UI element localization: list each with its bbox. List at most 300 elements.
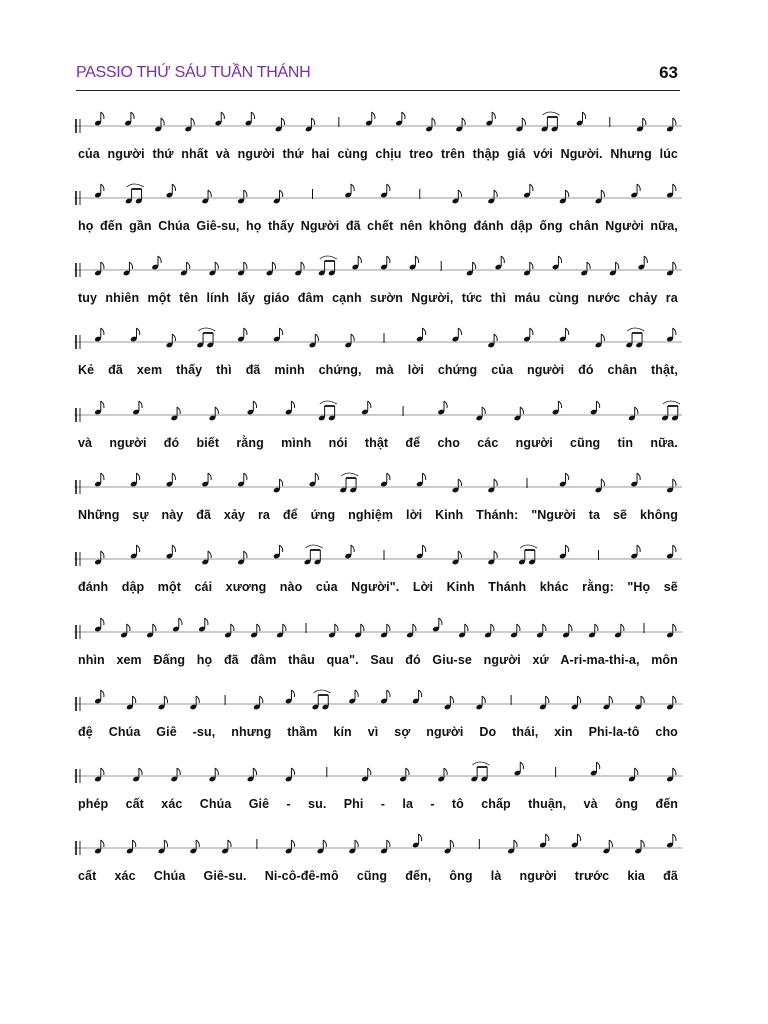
note: [166, 473, 176, 487]
lyric-line: [78, 363, 678, 377]
lyric-word: của: [78, 147, 100, 161]
note: [237, 328, 247, 342]
note: [476, 407, 486, 421]
note: [638, 256, 648, 270]
staff: [74, 617, 682, 647]
note: [603, 696, 613, 710]
note: [380, 473, 390, 487]
note: [455, 118, 465, 132]
lyric-word: Sau: [370, 653, 394, 667]
note: [266, 262, 276, 276]
lyric-word: người: [526, 363, 565, 377]
lyric-word: gần: [129, 219, 152, 233]
note: [666, 328, 676, 342]
note: [487, 334, 497, 348]
note: [559, 328, 569, 342]
note: [94, 184, 104, 198]
note: [348, 690, 358, 704]
note: [132, 401, 142, 415]
page-header: [76, 64, 680, 91]
lyric-word: vì: [367, 725, 379, 739]
lyric-word: ống: [539, 219, 563, 233]
note: [245, 112, 255, 126]
lyric-word: dập: [121, 580, 145, 594]
note: [523, 328, 533, 342]
note: [354, 624, 364, 638]
note: [571, 834, 581, 848]
lyric-word: đã: [223, 653, 239, 667]
lyric-word: cho: [655, 725, 678, 739]
note: [628, 768, 638, 782]
lyric-word: Thánh:: [476, 508, 519, 522]
lyric-word: Người: [605, 219, 644, 233]
lyric-word: kín: [333, 725, 352, 739]
lyric-word: Giu-se: [432, 653, 472, 667]
note: [273, 545, 283, 559]
lyric-word: chứng: [437, 363, 478, 377]
lyric-word: kia: [627, 869, 645, 883]
staff: [74, 327, 682, 357]
note: [126, 840, 136, 854]
lyric-word: sự: [132, 508, 149, 522]
lyric-word: -: [430, 797, 435, 811]
lyric-word: đến: [655, 797, 678, 811]
lyric-word: Kẻ: [78, 363, 95, 377]
lyric-word: đã: [663, 869, 678, 883]
lyric-word: xem: [116, 653, 142, 667]
note: [185, 118, 195, 132]
lyric-word: thấy: [176, 363, 203, 377]
note: [151, 256, 161, 270]
lyric-word: Chúa: [158, 219, 190, 233]
note: [94, 473, 104, 487]
lyric-word: người: [107, 147, 145, 161]
note: [487, 190, 497, 204]
note: [523, 184, 533, 198]
note: [634, 840, 644, 854]
lyric-word: "Người: [531, 508, 576, 522]
note: [630, 473, 640, 487]
lyric-word: minh: [274, 363, 305, 377]
lyric-word: Những: [78, 508, 120, 522]
lyric-word: người: [515, 436, 553, 450]
note: [237, 473, 247, 487]
lyric-word: treo: [409, 147, 434, 161]
lyric-word: thật,: [651, 363, 678, 377]
lyric-word: thầm: [287, 725, 318, 739]
lyric-word: nói: [328, 436, 348, 450]
lyric-word: rằng:: [582, 580, 614, 594]
note: [123, 262, 133, 276]
note: [273, 479, 283, 493]
note: [437, 768, 447, 782]
lyric-word: lính: [206, 291, 230, 305]
lyric-word: để: [282, 508, 298, 522]
lyric-word: đã: [196, 508, 212, 522]
beamed-note-pair: [339, 473, 358, 493]
note: [444, 696, 454, 710]
note: [580, 262, 590, 276]
page-number: 63: [659, 63, 678, 82]
lyric-word: đã: [345, 219, 361, 233]
lyric-word: lời: [407, 363, 424, 377]
note: [190, 696, 200, 710]
lyric-line: [78, 147, 678, 161]
lyric-word: Giê-su,: [196, 219, 240, 233]
music-system: [74, 400, 682, 472]
lyric-word: môn: [651, 653, 678, 667]
note: [576, 112, 586, 126]
note: [595, 190, 605, 204]
lyric-word: họ: [78, 219, 94, 233]
note: [432, 618, 442, 632]
lyric-word: đó: [578, 363, 594, 377]
note: [514, 407, 524, 421]
note: [209, 262, 219, 276]
staff: [74, 761, 682, 791]
note: [416, 545, 426, 559]
note: [590, 401, 600, 415]
music-system: [74, 327, 682, 399]
lyric-word: xứ: [532, 653, 549, 667]
note: [209, 768, 219, 782]
lyric-word: đâm: [250, 653, 277, 667]
note: [94, 328, 104, 342]
note: [224, 624, 234, 638]
lyric-word: cùng: [548, 291, 579, 305]
lyric-word: khác: [539, 580, 569, 594]
lyric-word: thập: [472, 147, 500, 161]
note: [409, 256, 419, 270]
note: [380, 184, 390, 198]
lyric-word: Đấng: [153, 653, 186, 667]
lyric-word: thấy: [268, 219, 295, 233]
lyric-word: Ni-cô-đê-mô: [264, 869, 339, 883]
beamed-note-pair: [304, 545, 323, 565]
lyric-word: thì: [490, 291, 507, 305]
lyric-word: xác: [114, 869, 136, 883]
note: [406, 624, 416, 638]
note: [158, 840, 168, 854]
lyric-word: đã: [245, 363, 261, 377]
note: [328, 624, 338, 638]
lyric-word: giáo: [263, 291, 290, 305]
note: [380, 840, 390, 854]
lyric-word: nữa.: [650, 436, 678, 450]
lyric-word: lúc: [659, 147, 678, 161]
lyric-word: xương: [225, 580, 267, 594]
lyric-word: nhiên: [105, 291, 140, 305]
lyric-word: giá: [507, 147, 526, 161]
lyric-word: cất: [125, 797, 144, 811]
lyric-word: người: [519, 869, 557, 883]
music-system: [74, 833, 682, 905]
note: [666, 545, 676, 559]
note: [94, 618, 104, 632]
note: [158, 696, 168, 710]
note: [666, 262, 676, 276]
beamed-note-pair: [541, 112, 560, 132]
lyric-word: các: [477, 436, 499, 450]
note: [666, 184, 676, 198]
note: [94, 401, 104, 415]
lyric-word: -: [286, 797, 291, 811]
lyric-word: Nhưng: [610, 147, 652, 161]
note: [437, 401, 447, 415]
staff: [74, 255, 682, 285]
lyric-word: nữa,: [650, 219, 678, 233]
lyric-word: chứng,: [318, 363, 362, 377]
lyric-word: trên: [440, 147, 465, 161]
note: [484, 624, 494, 638]
note: [237, 262, 247, 276]
note: [305, 118, 315, 132]
lyric-word: đó: [405, 653, 421, 667]
note: [539, 696, 549, 710]
lyric-word: Chúa: [108, 725, 141, 739]
lyric-word: sợ: [394, 725, 411, 739]
lyric-word: phép: [78, 797, 109, 811]
note: [294, 262, 304, 276]
lyric-word: Kinh: [435, 508, 464, 522]
lyric-word: chấp: [481, 797, 511, 811]
note: [209, 407, 219, 421]
lyric-word: nhìn: [78, 653, 105, 667]
lyric-line: [78, 508, 678, 522]
note: [126, 696, 136, 710]
note: [190, 840, 200, 854]
lyric-line: [78, 436, 678, 450]
lyric-word: tô: [451, 797, 464, 811]
staff: [74, 544, 682, 574]
note: [130, 328, 140, 342]
lyric-word: và: [583, 797, 598, 811]
lyric-word: A-ri-ma-thi-a,: [560, 653, 640, 667]
staff: [74, 183, 682, 213]
note: [130, 545, 140, 559]
note: [595, 334, 605, 348]
note: [452, 551, 462, 565]
beamed-note-pair: [318, 401, 337, 421]
lyric-word: Kinh: [446, 580, 475, 594]
lyric-word: thuận,: [528, 797, 567, 811]
lyric-word: và: [215, 147, 230, 161]
note: [285, 768, 295, 782]
note: [571, 696, 581, 710]
note: [630, 545, 640, 559]
lyric-word: rằng: [236, 436, 264, 450]
note: [476, 696, 486, 710]
lyric-word: cùng: [337, 147, 368, 161]
note: [361, 401, 371, 415]
note: [166, 545, 176, 559]
lyric-word: ta: [588, 508, 601, 522]
lyric-word: tên: [179, 291, 199, 305]
lyric-word: Người.: [560, 147, 603, 161]
lyric-word: ông: [449, 869, 473, 883]
note: [588, 624, 598, 638]
note: [94, 262, 104, 276]
note: [170, 407, 180, 421]
note: [273, 328, 283, 342]
note: [495, 256, 505, 270]
note: [365, 112, 375, 126]
note: [666, 118, 676, 132]
lyric-word: nghiệm: [348, 508, 394, 522]
lyric-word: -: [380, 797, 386, 811]
lyric-word: tức: [461, 291, 483, 305]
note: [452, 479, 462, 493]
note: [458, 624, 468, 638]
lyric-word: đánh: [473, 219, 504, 233]
lyric-word: với: [533, 147, 553, 161]
lyric-word: thật: [364, 436, 389, 450]
note: [253, 696, 263, 710]
beamed-note-pair: [625, 328, 644, 348]
lyric-line: [78, 869, 678, 883]
lyric-word: Người,: [411, 291, 454, 305]
lyric-word: cạnh: [332, 291, 362, 305]
beamed-note-pair: [125, 184, 144, 204]
lyric-word: Chúa: [199, 797, 232, 811]
lyric-word: xác: [161, 797, 183, 811]
note: [361, 768, 371, 782]
lyric-word: ra: [257, 508, 270, 522]
note: [552, 401, 562, 415]
running-title: PASSIO THỨ SÁU TUẦN THÁNH: [76, 64, 311, 81]
note: [348, 840, 358, 854]
beamed-note-pair: [318, 256, 337, 276]
note: [285, 401, 295, 415]
note: [452, 328, 462, 342]
lyric-word: la: [402, 797, 413, 811]
lyric-word: này: [161, 508, 184, 522]
lyric-word: chân: [607, 363, 638, 377]
lyric-word: máu: [514, 291, 541, 305]
lyric-word: người: [483, 653, 521, 667]
lyric-word: cũng: [356, 869, 388, 883]
lyric-line: [78, 797, 678, 811]
note: [250, 624, 260, 638]
lyric-word: đến,: [405, 869, 432, 883]
note: [201, 190, 211, 204]
note: [130, 473, 140, 487]
note: [344, 545, 354, 559]
lyric-word: đã: [108, 363, 123, 377]
lyric-word: Giê: [156, 725, 177, 739]
lyric-word: thì: [216, 363, 232, 377]
note: [552, 256, 562, 270]
note: [201, 551, 211, 565]
lyric-word: chết: [367, 219, 394, 233]
note: [562, 624, 572, 638]
lyric-word: Giê-su.: [203, 869, 247, 883]
lyric-word: "Họ: [627, 580, 651, 594]
note: [516, 118, 526, 132]
note: [416, 328, 426, 342]
music-system: [74, 183, 682, 255]
note: [666, 479, 676, 493]
lyric-word: tuy: [78, 291, 98, 305]
note: [221, 840, 231, 854]
lyric-word: cất: [78, 869, 97, 883]
lyric-word: thứ: [282, 147, 304, 161]
note: [215, 112, 225, 126]
lyric-word: xảy: [223, 508, 246, 522]
beamed-note-pair: [196, 328, 215, 348]
lyric-word: Người".: [351, 580, 400, 594]
lyric-word: đệ: [78, 725, 93, 739]
lyric-word: không: [640, 508, 678, 522]
beamed-note-pair: [518, 545, 537, 565]
note: [536, 624, 546, 638]
music-system: [74, 761, 682, 833]
note: [94, 768, 104, 782]
lyric-word: Giê: [248, 797, 270, 811]
note: [380, 624, 390, 638]
lyric-word: của: [315, 580, 338, 594]
note: [237, 551, 247, 565]
lyric-word: đâm: [297, 291, 324, 305]
lyric-word: nhất: [181, 147, 209, 161]
note: [399, 768, 409, 782]
note: [452, 190, 462, 204]
note: [170, 768, 180, 782]
lyric-word: cái: [194, 580, 213, 594]
lyric-word: đến: [100, 219, 123, 233]
lyric-word: hai: [311, 147, 330, 161]
note: [275, 118, 285, 132]
note: [590, 762, 600, 776]
music-system: [74, 472, 682, 544]
note: [247, 768, 257, 782]
note: [466, 262, 476, 276]
lyric-word: qua".: [326, 653, 359, 667]
note: [146, 624, 156, 638]
note: [487, 551, 497, 565]
lyric-word: sườn: [370, 291, 403, 305]
staff: [74, 111, 682, 141]
note: [94, 551, 104, 565]
note: [247, 401, 257, 415]
note: [132, 768, 142, 782]
note: [94, 112, 104, 126]
note: [507, 840, 517, 854]
lyric-word: lời: [406, 508, 423, 522]
note: [273, 190, 283, 204]
note: [510, 624, 520, 638]
note: [285, 690, 295, 704]
lyric-line: [78, 291, 678, 305]
lyric-word: mà: [375, 363, 394, 377]
note: [380, 256, 390, 270]
lyric-word: ông: [614, 797, 639, 811]
note: [634, 696, 644, 710]
lyric-word: Phi: [343, 797, 364, 811]
lyric-line: [78, 580, 678, 594]
lyric-word: người: [426, 725, 464, 739]
note: [666, 768, 676, 782]
lyric-word: Phi-la-tô: [588, 725, 640, 739]
note: [344, 184, 354, 198]
note: [666, 624, 676, 638]
note: [609, 262, 619, 276]
lyric-line: [78, 725, 678, 739]
note: [595, 479, 605, 493]
note: [180, 262, 190, 276]
lyric-word: một: [147, 291, 171, 305]
note: [514, 762, 524, 776]
